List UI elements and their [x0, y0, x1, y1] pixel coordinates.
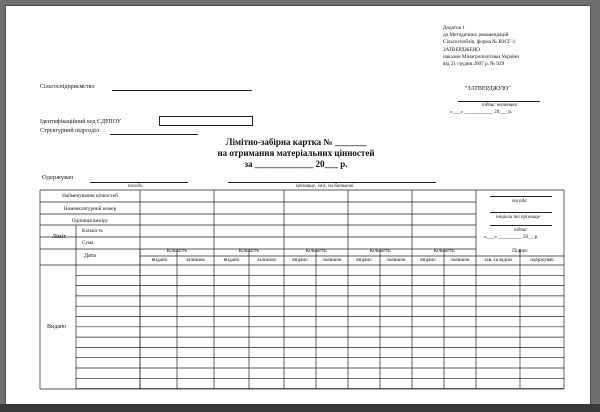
row-label-code: Номенклатурний номер	[63, 206, 117, 212]
row-label-limit: Ліміт	[52, 234, 66, 240]
sub-issued-2: видано	[223, 257, 240, 263]
row-label-unit: Одиниця виміру	[71, 218, 109, 224]
approve-date: «___» ___________ 20___ р.	[450, 109, 513, 115]
edrpou-label: Ідентифікаційний код ЄДРПОУ	[40, 119, 121, 125]
sub-issued-1: видано	[151, 257, 168, 263]
approve-signature-caption: підпис керівника	[482, 103, 518, 108]
right-date: «___» _________ 20__ р.	[484, 234, 539, 240]
right-position-line[interactable]	[490, 196, 552, 197]
sub-remain-1: залишок	[186, 257, 205, 263]
col-qty-3: Кількість	[305, 248, 327, 254]
right-sign-line[interactable]	[490, 225, 552, 226]
form-title-line-1: Лімітно-забірна картка № _______	[225, 137, 367, 147]
page-shadow	[0, 404, 600, 412]
sub-issued-3: видано	[292, 257, 308, 263]
form-title-line-2: на отримання матеріальних цінностей	[217, 148, 375, 158]
row-label-name: Найменування цінностей	[62, 193, 118, 199]
recipient-name-caption: прізвище, ім'я, по батькові	[296, 184, 354, 189]
approval-line-3: Сільгоспоблік, форма № ВЗСГ-1	[443, 39, 516, 45]
sub-remain-2: залишок	[257, 257, 276, 263]
limit-card-table-grid	[6, 6, 590, 404]
col-qty-1: Кількість	[166, 248, 188, 254]
col-sign: Підпис	[512, 248, 528, 254]
right-name-line[interactable]	[490, 212, 552, 213]
enterprise-label: Сільгоспідприємство	[40, 84, 95, 90]
right-name-caption: ініціали та прізвище	[496, 215, 541, 220]
sub-issued-5: видано	[420, 257, 436, 263]
row-label-issued: Видано	[47, 324, 67, 330]
col-qty-4: Кількість	[369, 248, 391, 254]
col-qty-5: Кількість	[433, 248, 455, 254]
sub-issued-4: видано	[356, 257, 372, 263]
approval-line-6: від 21 грудня 2007 р. № 929	[443, 61, 505, 67]
subdivision-label: Структурний підрозділ	[40, 128, 99, 134]
right-sign-caption: підпис	[514, 228, 528, 233]
form-sheet	[6, 6, 590, 404]
approval-line-1: Додаток 1	[443, 25, 465, 31]
recipient-label: Одержувач	[42, 174, 74, 181]
row-label-sum: Сума	[82, 240, 94, 246]
sub-storekeeper: зав. складом	[484, 257, 512, 263]
approval-line-4: ЗАТВЕРДЖЕНО	[443, 47, 481, 53]
approval-line-2: до Методичних рекомендацій	[443, 32, 509, 38]
sub-remain-5: залишок	[450, 257, 470, 263]
recipient-position-caption: посада	[128, 184, 143, 189]
sub-remain-3: залишок	[322, 257, 342, 263]
sub-remain-4: залишок	[386, 257, 406, 263]
row-label-quantity: Кількість	[82, 228, 103, 234]
col-qty-2: Кількість	[238, 248, 260, 254]
row-label-date: Дата	[84, 253, 96, 259]
form-title-line-3: за _____________ 20___ р.	[244, 159, 348, 169]
sub-receiver: одержувач	[530, 257, 554, 263]
approve-stamp: "ЗАТВЕРДЖУЮ"	[465, 86, 511, 92]
right-position-caption: посада	[512, 199, 527, 204]
approval-line-5: наказом Мінагрополітики України	[443, 54, 519, 60]
